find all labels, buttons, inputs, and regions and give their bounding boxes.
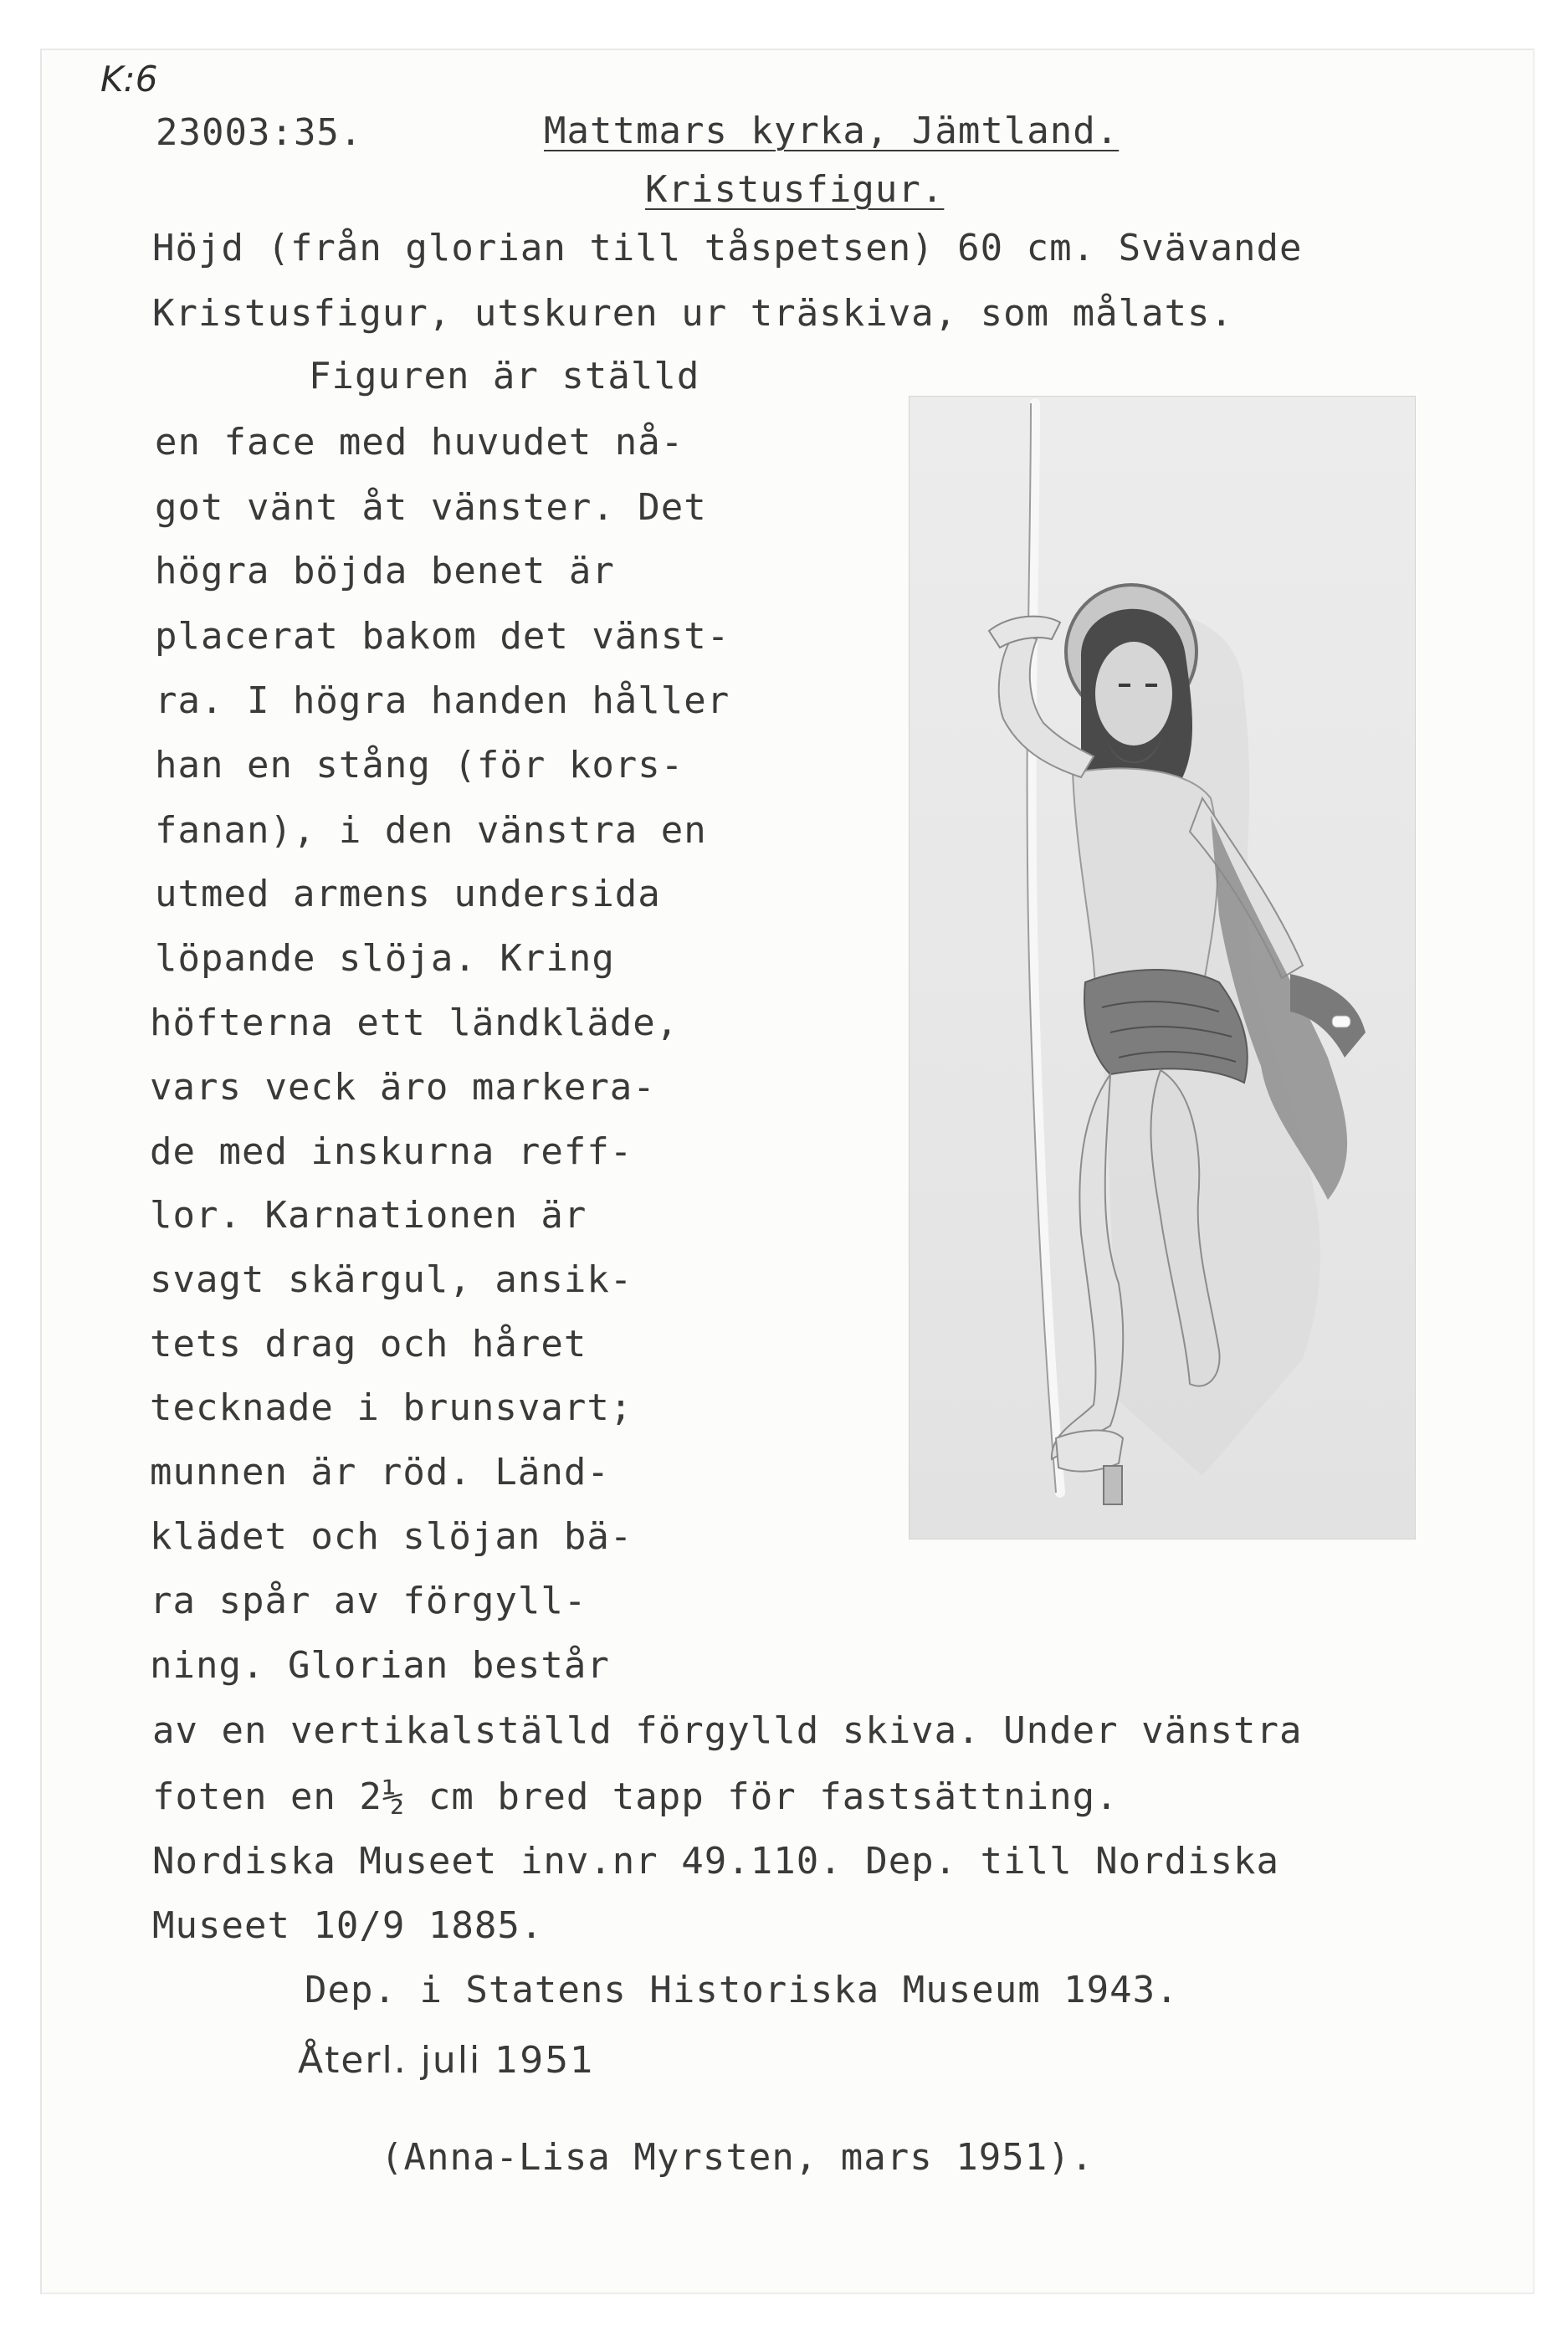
sculpture-photo xyxy=(909,396,1416,1539)
object-title: Kristusfigur. xyxy=(645,168,945,211)
narrow-line-12: vars veck äro markera- xyxy=(150,1066,656,1109)
body-bottom-line-4: Museet 10/9 1885. xyxy=(152,1904,544,1947)
narrow-line-17: tecknade i brunsvart; xyxy=(150,1386,633,1429)
narrow-line-9: utmed armens undersida xyxy=(155,873,661,915)
narrow-line-15: svagt skärgul, ansik- xyxy=(150,1258,633,1301)
location-heading: Mattmars kyrka, Jämtland. xyxy=(544,110,1120,152)
narrow-line-3: got vänt åt vänster. Det xyxy=(155,486,707,529)
narrow-line-5: placerat bakom det vänst- xyxy=(155,615,730,658)
returned-line: Återl. juli 1951 xyxy=(298,2039,596,2082)
author-line: (Anna-Lisa Myrsten, mars 1951). xyxy=(381,2136,1094,2179)
body-line-1: Höjd (från glorian till tåspetsen) 60 cm. Svävande xyxy=(152,227,1303,269)
narrow-line-6: ra. I högra handen håller xyxy=(155,679,730,722)
narrow-line-2: en face med huvudet nå- xyxy=(155,421,684,464)
narrow-line-16: tets drag och håret xyxy=(150,1323,587,1365)
mounting-tab xyxy=(1104,1466,1122,1504)
narrow-line-20: ra spår av förgyll- xyxy=(150,1580,587,1622)
narrow-line-4: högra böjda benet är xyxy=(155,550,615,592)
narrow-line-1: Figuren är ställd xyxy=(309,355,700,397)
narrow-line-13: de med inskurna reff- xyxy=(150,1130,633,1173)
handwritten-mark: K:6 xyxy=(100,59,158,100)
face xyxy=(1095,642,1172,745)
narrow-line-10: löpande slöja. Kring xyxy=(155,937,615,980)
body-bottom-line-3: Nordiska Museet inv.nr 49.110. Dep. till Nordiska xyxy=(152,1840,1280,1883)
deposit-line: Dep. i Statens Historiska Museum 1943. xyxy=(305,1969,1179,2011)
christ-figure-illustration xyxy=(910,397,1415,1539)
narrow-line-8: fanan), i den vänstra en xyxy=(155,809,707,852)
body-line-2: Kristusfigur, utskuren ur träskiva, som målats. xyxy=(152,292,1234,335)
torso xyxy=(1073,768,1218,991)
narrow-line-21: ning. Glorian består xyxy=(150,1644,610,1687)
narrow-line-18: munnen är röd. Länd- xyxy=(150,1451,610,1493)
narrow-line-19: klädet och slöjan bä- xyxy=(150,1515,633,1558)
narrow-line-14: lor. Karnationen är xyxy=(150,1194,587,1237)
body-bottom-line-2: foten en 2½ cm bred tapp för fastsättning. xyxy=(152,1775,1119,1818)
narrow-line-11: höfterna ett ländkläde, xyxy=(150,1002,679,1044)
inventory-number: 23003:35. xyxy=(156,111,363,154)
narrow-line-7: han en stång (för kors- xyxy=(155,744,684,786)
peg xyxy=(1332,1016,1350,1027)
body-bottom-line-1: av en vertikalställd förgylld skiva. Under vänstra xyxy=(152,1709,1303,1752)
staff xyxy=(1032,403,1060,1493)
